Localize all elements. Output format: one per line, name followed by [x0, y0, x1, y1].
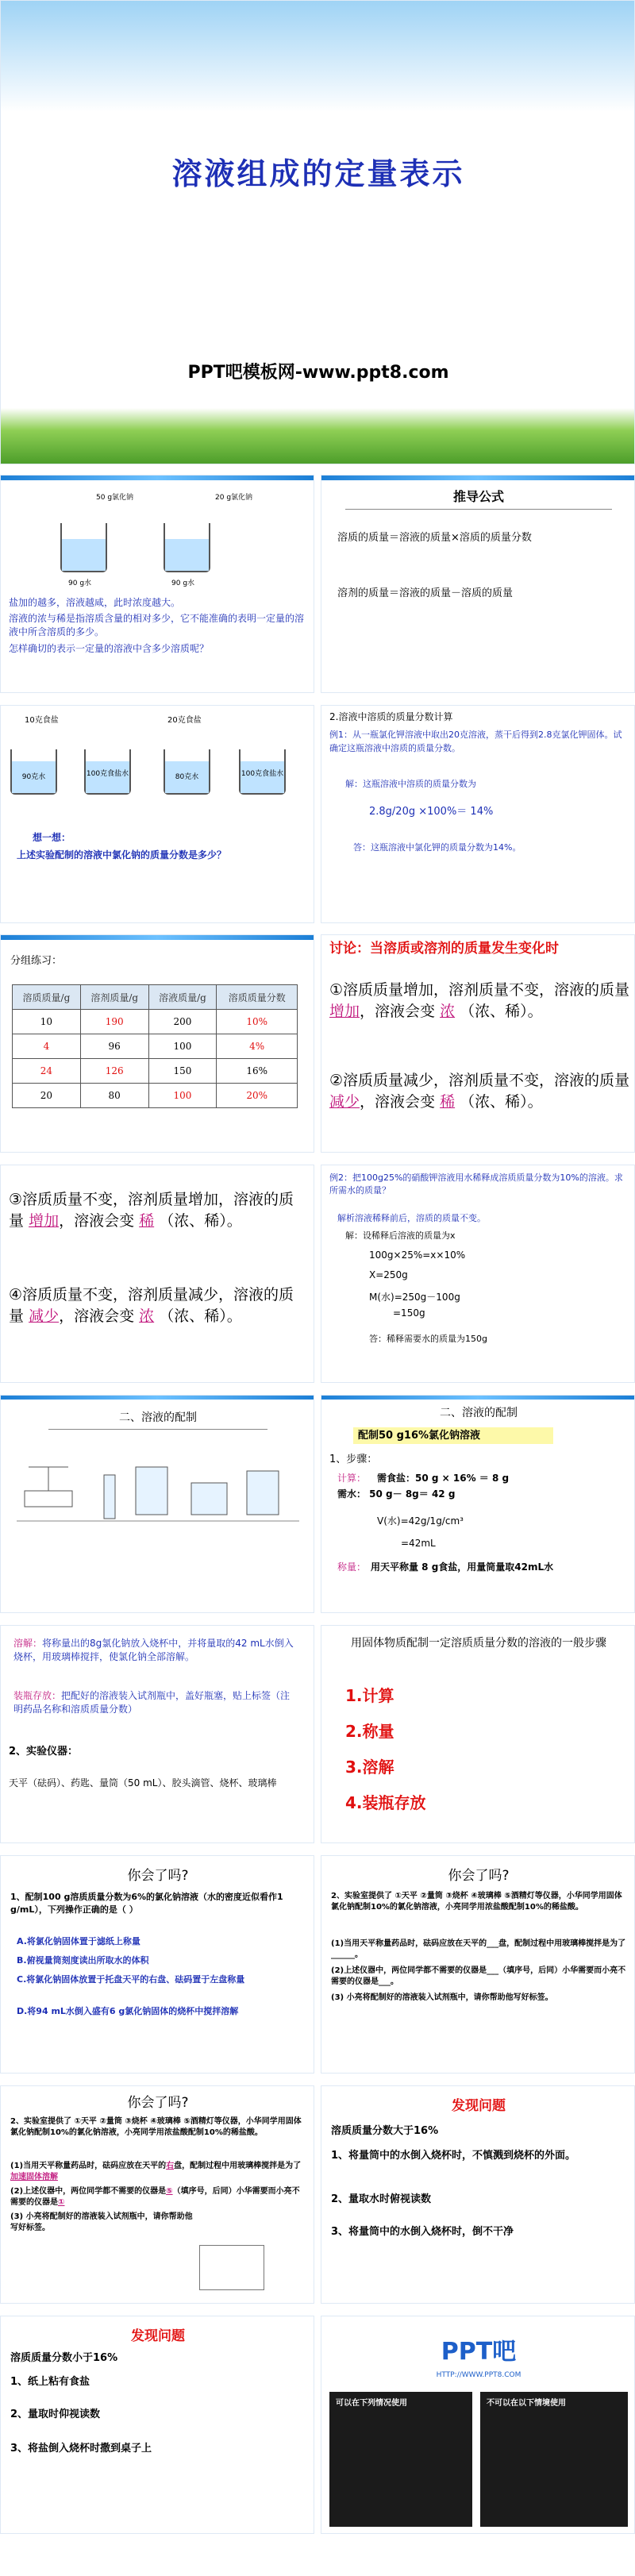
left-info-box: [329, 2392, 472, 2527]
calc-water: 需水： 50 g－ 8g＝ 42 g: [337, 1488, 456, 1500]
exercise-title: 分组练习：: [10, 955, 63, 967]
slide-16: [0, 2085, 314, 2304]
top-bar: [1, 1396, 314, 1400]
problem-title: 发现问题: [452, 2098, 506, 2114]
option-d: D.将94 mL水倒入盛有6 g氯化钠固体的烧杯中搅拌溶解: [17, 2006, 239, 2016]
cell: 24: [13, 1059, 81, 1084]
formula-2: 溶剂的质量＝溶液的质量－溶质的质量: [337, 587, 514, 599]
header-solvent: 溶剂质量/g: [80, 985, 148, 1010]
slide-heading: 二、溶液的配制: [440, 1407, 518, 1419]
cause-2: 2、量取水时俯视读数: [331, 2193, 432, 2205]
calc-salt: 需食盐：50 g × 16% ＝ 8 g: [377, 1473, 510, 1484]
item-2-answer-a: 减少: [329, 1093, 360, 1111]
instruments: 天平（砝码）、药匙、量筒（50 mL）、胶头滴管、烧杯、玻璃棒: [9, 1777, 277, 1789]
item-3: [9, 1189, 307, 1232]
item-1: [329, 980, 631, 1022]
item-3-answer-b: 稀: [139, 1212, 155, 1230]
dissolve-text: 将称量出的8g氯化钠放入烧杯中，并将量取的42 mL水倒入烧杯，用玻璃棒搅拌，使氯化钠全部溶解。: [13, 1638, 294, 1662]
weigh-label: 称量：: [337, 1561, 367, 1573]
step-1: 100g×25%=x×10%: [369, 1249, 466, 1261]
slide-5: [321, 705, 635, 923]
grass-bg: [1, 408, 634, 464]
cause-3: 3、将量筒中的水倒入烧杯时，倒不干净: [331, 2226, 514, 2238]
steps-title: 用固体物质配制一定溶质质量分数的溶液的一般步骤: [351, 1637, 606, 1650]
item-2-text-b: ，溶液会变: [360, 1093, 436, 1111]
slide-13: [321, 1625, 635, 1843]
salt-b-label: 20 g氯化钠: [215, 494, 253, 502]
table-row: [13, 1034, 298, 1059]
item-1-text: ①溶质质量增加，溶剂质量不变，溶液的质量: [329, 981, 630, 999]
part-2-text: (2)上述仪器中，两位同学都不需要的仪器是: [10, 2187, 167, 2196]
part-2-answer-a: ⑤: [166, 2187, 173, 2196]
part-2: [10, 2186, 306, 2208]
step-3: M(水)=250g－100g: [369, 1292, 460, 1303]
item-2-answer-b: 稀: [440, 1093, 456, 1111]
line-3: 怎样确切的表示一定量的溶液中含多少溶质呢？: [9, 643, 210, 654]
step-2: X=250g: [369, 1269, 408, 1280]
option-c: C.将氯化钠固体放置于托盘天平的右盘、砝码置于左盘称量: [17, 1974, 245, 1985]
example-2: 例2：把100g25%的硝酸钾溶液用水稀释成溶质质量分数为10%的溶液。求所需水的质量？: [329, 1172, 623, 1196]
brand-url: HTTP://WWW.PPT8.COM: [436, 2371, 521, 2379]
lab-equipment-illustration: [17, 1443, 299, 1531]
item-2-text-c: （浓、稀）。: [460, 1093, 543, 1111]
beaker-3-label: 80克水: [175, 773, 199, 781]
beaker-1-label: 90克水: [21, 773, 46, 781]
cell: 20: [13, 1084, 81, 1108]
divider: [48, 1429, 267, 1430]
slide-10: [0, 1395, 314, 1613]
answer: 答：这瓶溶液中氯化钾的质量分数为14%。: [353, 842, 521, 853]
cell: 20%: [217, 1084, 298, 1108]
cause-1: 1、将量筒中的水倒入烧杯时，不慎溅到烧杯的外面。: [331, 2150, 576, 2162]
header-solution: 溶液质量/g: [148, 985, 217, 1010]
item-3-text: ③溶质质量不变，溶剂质量增加，溶液的质量: [9, 1191, 294, 1230]
step-4: =150g: [393, 1307, 425, 1319]
slide-heading: 二、溶液的配制: [119, 1411, 197, 1424]
cause-1: 1、纸上粘有食盐: [10, 2376, 90, 2388]
formula: 2.8g/20g ×100%＝ 14%: [369, 806, 494, 818]
cause-3: 3、将盐倒入烧杯时撒到桌子上: [10, 2443, 152, 2455]
option-b: B.俯视量筒刻度读出所取水的体积: [17, 1955, 149, 1966]
beaker-b: [164, 523, 210, 572]
part-2: (2)上述仪器中，两位同学都不需要的仪器是___（填序号，后同）小华需要而小亮不需要的仪器是___。: [331, 1966, 626, 1986]
solution-intro: 解：这瓶溶液中溶质的质量分数为: [345, 779, 476, 789]
cell: 150: [148, 1059, 217, 1084]
item-4-answer-b: 浓: [139, 1307, 155, 1325]
slide-8: [0, 1165, 314, 1383]
slide-14: [0, 1855, 314, 2074]
problem-sub: 溶质质量分数小于16%: [10, 2352, 118, 2364]
slide-6: [0, 934, 314, 1153]
problem-title: 发现问题: [131, 2328, 185, 2344]
item-4-text: ④溶质质量不变，溶剂质量减少，溶液的质量: [9, 1286, 294, 1325]
task: 配制50 g16%氯化钠溶液: [353, 1427, 553, 1444]
slide-3: [321, 475, 635, 693]
slide-11: [321, 1395, 635, 1613]
cell: 100: [148, 1084, 217, 1108]
item-4-answer-a: 减少: [29, 1307, 60, 1325]
item-2-text: ②溶质质量减少，溶剂质量不变，溶液的质量: [329, 1072, 630, 1089]
store-text: 把配好的溶液装入试剂瓶中，盖好瓶塞，贴上标签（注明药品名称和溶质质量分数）: [13, 1690, 291, 1715]
label-box: [199, 2245, 264, 2290]
divider: [345, 509, 612, 510]
right-heading: 不可以在以下情境使用: [487, 2399, 566, 2408]
cause-2: 2、量取时仰视读数: [10, 2409, 101, 2420]
top-bar: [321, 1396, 634, 1400]
weigh-text: 用天平称量 8 g食盐，用量筒量取42mL水: [371, 1561, 554, 1573]
slide-18: [0, 2316, 314, 2534]
item-4: [9, 1284, 307, 1327]
example-1: 例1：从一瓶氯化钾溶液中取出20克溶液，蒸干后得到2.8克氯化钾固体。试确定这瓶溶液中溶质的质量分数。: [329, 730, 622, 753]
part-2-answer-b: ①: [58, 2198, 65, 2207]
part-3: (3) 小亮将配制好的溶液装入试剂瓶中，请你帮助他写好标签。: [10, 2212, 193, 2232]
step-store: 4.装瓶存放: [345, 1793, 426, 1812]
cell: 4: [13, 1034, 81, 1059]
header-fraction: 溶质质量分数: [217, 985, 298, 1010]
cell: 4%: [217, 1034, 298, 1059]
item-3-answer-a: 增加: [29, 1212, 60, 1230]
table-row: [13, 1084, 298, 1108]
water-a-label: 90 g水: [68, 580, 92, 587]
dissolve: [13, 1637, 299, 1664]
top-bar: [1, 476, 314, 480]
slide-7: [321, 934, 635, 1153]
slide-9: [321, 1165, 635, 1383]
slide-17: [321, 2085, 635, 2304]
step-calc: 1.计算: [345, 1686, 394, 1705]
part-3: (3) 小亮将配制好的溶液装入试剂瓶中，请你帮助他写好标签。: [331, 1993, 553, 2002]
part-2-text-b: （填序号，后同）小华需要而小亮不需要的仪器是: [10, 2187, 300, 2207]
quiz-question: 2、实验室提供了 ①天平 ②量筒 ③烧杯 ④玻璃棒 ⑤酒精灯等仪器，小华同学用固体氯化钠配制10%的氯化钠溶液，小亮同学用浓盐酸配制10%的稀盐酸。: [10, 2117, 302, 2137]
part-1-text-b: 盘，配制过程中用玻璃棒搅拌是为了: [174, 2162, 302, 2170]
top-bar: [321, 476, 634, 480]
store-label: 装瓶存放：: [13, 1690, 62, 1701]
line-2: 溶液的浓与稀是指溶质含量的相对多少，它不能准确的表明一定量的溶液中所含溶质的多少。: [9, 613, 305, 637]
item-3-text-c: （浓、稀）。: [159, 1212, 242, 1230]
header-solute: 溶质质量/g: [13, 985, 81, 1010]
cell: 100: [148, 1034, 217, 1059]
brand-logo: PPT吧: [441, 2338, 517, 2366]
item-2: [329, 1070, 631, 1113]
left-heading: 可以在下列情况使用: [336, 2399, 407, 2408]
part-1: [10, 2161, 306, 2183]
sky-bg: [1, 1, 634, 112]
part-1-text: (1)当用天平称量药品时，砝码应放在天平的: [10, 2162, 167, 2170]
slide-4: [0, 705, 314, 923]
problem-sub: 溶质质量分数大于16%: [331, 2125, 439, 2137]
option-a: A.将氯化钠固体置于滤纸上称量: [17, 1936, 140, 1946]
part-1-answer-b: 加速固体溶解: [10, 2173, 58, 2181]
part-1: (1)当用天平称量药品时，砝码应放在天平的___盘，配制过程中用玻璃棒搅拌是为了______。: [331, 1939, 626, 1959]
cell: 10%: [217, 1010, 298, 1034]
line-1: 盐加的越多，溶液越咸，此时浓度越大。: [9, 597, 181, 608]
solution-intro: 解：设稀释后溶液的质量为x: [345, 1230, 456, 1241]
beaker-4-label: 100克食盐水: [241, 770, 284, 778]
item-4-text-c: （浓、稀）。: [159, 1307, 242, 1325]
quiz-question: 2、实验室提供了 ①天平 ②量筒 ③烧杯 ④玻璃棒 ⑤酒精灯等仪器，小华同学用固体氯化钠配制10%的氯化钠溶液，小亮同学用浓盐酸配制10%的稀盐酸。: [331, 1892, 622, 1912]
step-dissolve: 3.溶解: [345, 1758, 394, 1777]
calc-label: 计算：: [337, 1473, 367, 1484]
slide-2: [0, 475, 314, 693]
volume-2: =42mL: [401, 1538, 436, 1549]
top-bar: [1, 935, 314, 940]
dissolve-label: 溶解：: [13, 1638, 43, 1649]
water-b-label: 90 g水: [171, 580, 195, 587]
step-weigh: 2.称量: [345, 1722, 394, 1741]
cell: 16%: [217, 1059, 298, 1084]
page-title: 溶液组成的定量表示: [171, 156, 465, 191]
instruments-label: 2、实验仪器：: [9, 1746, 79, 1758]
item-1-text-c: （浓、稀）。: [460, 1003, 543, 1020]
beaker-2-label: 100克食盐水: [86, 770, 129, 778]
cell: 80: [80, 1084, 148, 1108]
hint: 解析溶液稀释前后，溶质的质量不变。: [337, 1213, 486, 1223]
volume-1: V(水)=42g/1g/cm³: [377, 1515, 464, 1527]
think-label: 想一想：: [33, 832, 71, 843]
cell: 126: [80, 1059, 148, 1084]
item-1-answer-a: 增加: [329, 1003, 360, 1020]
salt-10g: 10克食盐: [25, 716, 59, 725]
part-1-answer-a: 右: [166, 2162, 175, 2170]
step-label: 1、步骤：: [329, 1454, 378, 1465]
item-3-text-b: ，溶液会变: [59, 1212, 135, 1230]
exercise-table: [12, 984, 298, 1108]
quiz-title: 你会了吗?: [448, 1868, 510, 1884]
salt-20g: 20克食盐: [167, 716, 202, 725]
slide-12: [0, 1625, 314, 1843]
slide-heading: 推导公式: [452, 489, 504, 504]
cell: 96: [80, 1034, 148, 1059]
store: [13, 1689, 299, 1716]
quiz-question: 1、配制100 g溶质质量分数为6%的氯化钠溶液（水的密度近似看作1 g/mL），下列操作正确的是（ ）: [10, 1892, 283, 1915]
item-4-text-b: ，溶液会变: [59, 1307, 135, 1325]
slide-title: [0, 0, 635, 464]
slide-title: 2.溶液中溶质的质量分数计算: [329, 711, 453, 722]
table-row: [13, 1059, 298, 1084]
discussion-title: 讨论：当溶质或溶剂的质量发生变化时: [329, 941, 559, 957]
salt-a-label: 50 g氯化钠: [96, 494, 134, 502]
slide-15: [321, 1855, 635, 2074]
cell: 190: [80, 1010, 148, 1034]
beaker-a: [60, 523, 107, 572]
quiz-title: 你会了吗?: [127, 2095, 189, 2111]
table-row: [13, 1010, 298, 1034]
right-info-box: [480, 2392, 628, 2527]
answer: 答：稀释需要水的质量为150g: [369, 1334, 487, 1344]
think-question: 上述实验配制的溶液中氯化钠的质量分数是多少？: [17, 849, 227, 861]
cell: 200: [148, 1010, 217, 1034]
quiz-title: 你会了吗?: [127, 1868, 189, 1884]
item-1-text-b: ，溶液会变: [360, 1003, 436, 1020]
formula-1: 溶质的质量＝溶液的质量×溶质的质量分数: [337, 532, 532, 544]
site-name: PPT吧模板网-www.ppt8.com: [187, 363, 449, 383]
cell: 10: [13, 1010, 81, 1034]
item-1-answer-b: 浓: [440, 1003, 456, 1020]
slide-19: [321, 2316, 635, 2534]
